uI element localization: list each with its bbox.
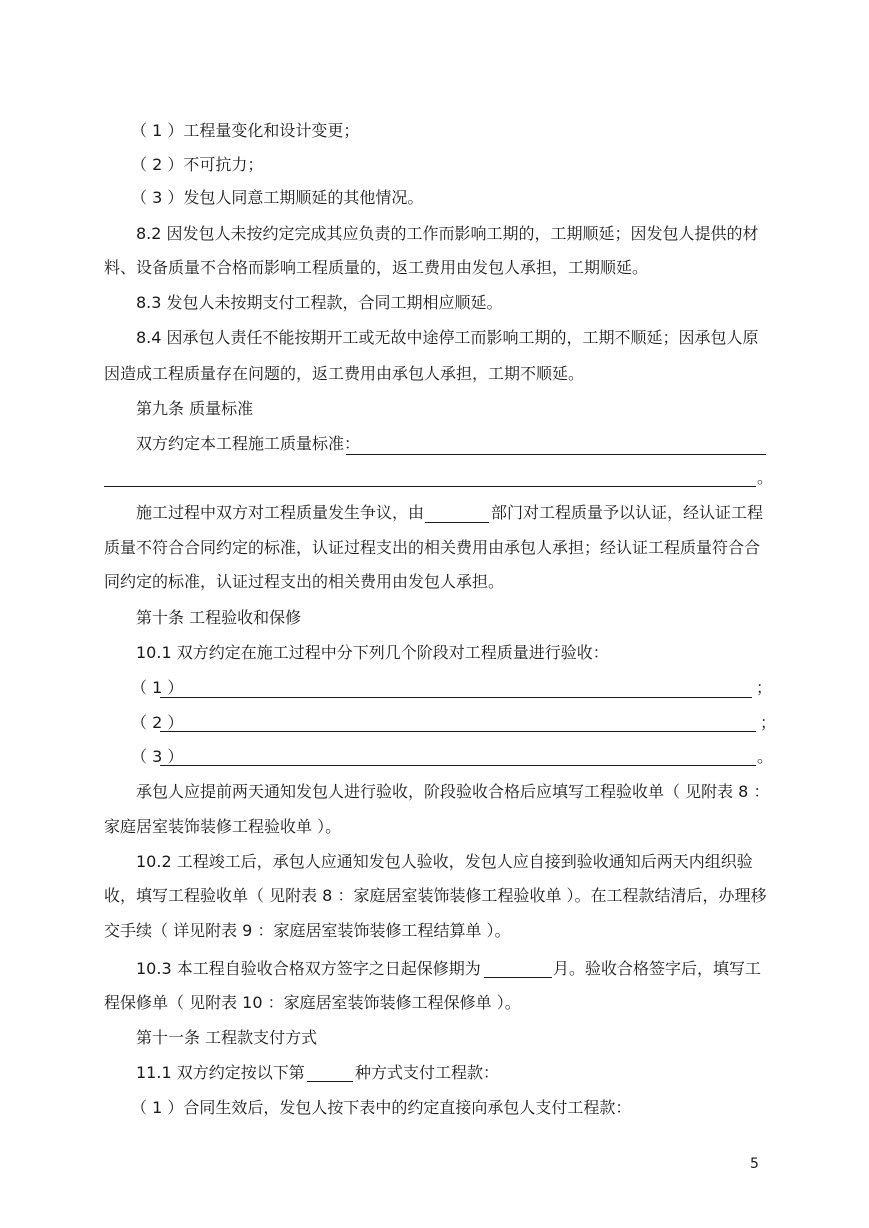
clause-8-4-line2: 因造成工程质量存在问题的，返工费用由承包人承担，工期不顺延。	[104, 364, 585, 383]
item-1-design-change: （ 1 ）工程量变化和设计变更；	[131, 121, 360, 140]
clause-10-3-line1-post: 月。验收合格签字后，填写工	[553, 959, 762, 978]
dispute-line1-post: 部门对工程质量予以认证，经认证工程	[491, 503, 764, 522]
clause-10-2-line1: 10.2 工程竣工后，承包人应通知发包人验收，发包人应自接到验收通知后两天内组织验	[136, 852, 753, 871]
clause-10-3-line1-pre: 10.3 本工程自验收合格双方签字之日起保修期为	[136, 959, 481, 978]
stage-item-1-end: ；	[756, 678, 773, 697]
stage-item-1: （ 1 ）	[131, 678, 184, 697]
clause-10-2-line2: 收，填写工程验收单（ 见附表 8 ：家庭居室装饰装修工程验收单 ）。在工程款结清后，办理移	[104, 886, 767, 905]
quality-standard-end: 。	[757, 468, 774, 487]
stage-item-3: （ 3 ）	[131, 747, 184, 766]
acceptance-notice-line2: 家庭居室装饰装修工程验收单 ）。	[104, 817, 342, 836]
clause-10-2-line3: 交手续（ 详见附表 9 ：家庭居室装饰装修工程结算单 ）。	[104, 921, 511, 940]
clause-8-2-line1: 8.2 因发包人未按约定完成其应负责的工作而影响工期的，工期顺延；因发包人提供的材	[136, 224, 759, 243]
clause-11-1-post: 种方式支付工程款：	[355, 1063, 500, 1082]
heading-article-11: 第十一条 工程款支付方式	[136, 1028, 318, 1047]
clause-8-4-line1: 8.4 因承包人责任不能按期开工或无故中途停工而影响工期的，工期不顺延；因承包人原	[136, 328, 759, 347]
item-3-other: （ 3 ）发包人同意工期顺延的其他情况。	[131, 188, 424, 207]
stage-item-1-blank[interactable]	[160, 697, 752, 698]
clause-8-2-line2: 料、设备质量不合格而影响工程质量的，返工费用由发包人承担，工期顺延。	[104, 258, 649, 277]
warranty-months-blank[interactable]	[484, 977, 552, 978]
heading-article-10: 第十条 工程验收和保修	[136, 608, 302, 627]
payment-item-1: （ 1 ）合同生效后，发包人按下表中的约定直接向承包人支付工程款：	[131, 1098, 632, 1117]
item-2-force-majeure: （ 2 ）不可抗力；	[131, 155, 264, 174]
dispute-department-blank[interactable]	[425, 522, 489, 523]
clause-10-3-line2: 程保修单（ 见附表 10 ：家庭居室装饰装修工程保修单 ）。	[104, 993, 521, 1012]
dispute-line1-pre: 施工过程中双方对工程质量发生争议，由	[136, 503, 425, 522]
quality-standard-label: 双方约定本工程施工质量标准：	[136, 434, 361, 453]
acceptance-notice-line1: 承包人应提前两天通知发包人进行验收，阶段验收合格后应填写工程验收单（ 见附表 8 ：	[136, 782, 770, 801]
page-number: 5	[750, 1156, 759, 1172]
stage-item-2: （ 2 ）	[131, 713, 184, 732]
stage-item-2-blank[interactable]	[160, 731, 756, 732]
clause-10-1: 10.1 双方约定在施工过程中分下列几个阶段对工程质量进行验收：	[136, 643, 609, 662]
stage-item-3-blank[interactable]	[160, 765, 756, 766]
dispute-line3: 同约定的标准，认证过程支出的相关费用由发包人承担。	[104, 572, 505, 591]
dispute-line2: 质量不符合合同约定的标准，认证过程支出的相关费用由承包人承担；经认证工程质量符合合	[104, 538, 761, 557]
clause-8-3: 8.3 发包人未按期支付工程款，合同工期相应顺延。	[136, 293, 503, 312]
payment-method-blank[interactable]	[307, 1081, 353, 1082]
stage-item-2-end: ；	[760, 713, 777, 732]
quality-standard-blank[interactable]	[346, 454, 766, 455]
stage-item-3-end: 。	[757, 747, 774, 766]
heading-article-9: 第九条 质量标准	[136, 399, 254, 418]
quality-standard-blank-2[interactable]	[104, 486, 756, 487]
clause-11-1-pre: 11.1 双方约定按以下第	[136, 1063, 305, 1082]
